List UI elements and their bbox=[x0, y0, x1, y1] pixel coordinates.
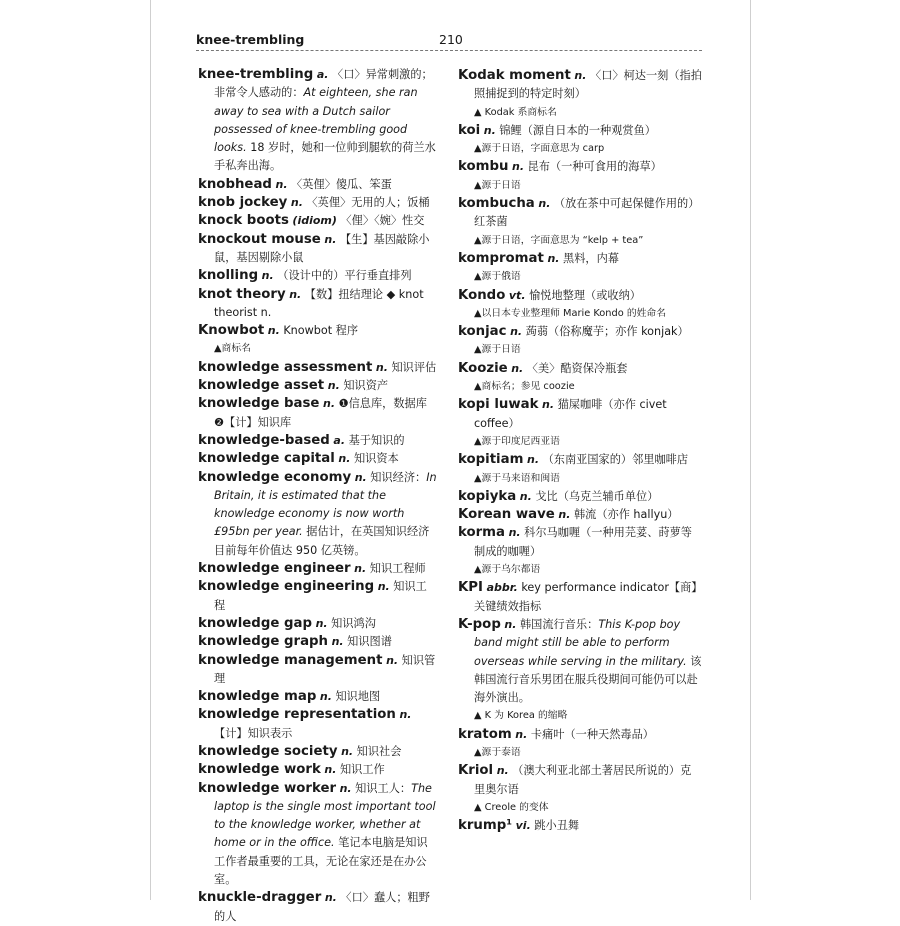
dictionary-entry bbox=[458, 122, 702, 140]
part-of-speech: n. bbox=[339, 781, 352, 795]
part-of-speech: n. bbox=[510, 325, 523, 339]
definition: 【计】知识表示 bbox=[214, 726, 293, 740]
definition: 知识经济： bbox=[370, 470, 427, 484]
headword: knowledge-based bbox=[198, 432, 330, 448]
definition: 知识鸿沟 bbox=[331, 616, 376, 630]
definition: 知识工人： bbox=[355, 781, 412, 795]
definition: 〈口〉柯达一刻（指拍照捕捉到的特定时刻） bbox=[474, 69, 702, 101]
etymology-note: ▲源于泰语 bbox=[474, 746, 521, 758]
headword: knowledge asset bbox=[198, 378, 325, 394]
definition: （设计中的）平行垂直排列 bbox=[277, 269, 412, 283]
dictionary-entry bbox=[458, 323, 702, 341]
etymology-note: ▲商标名 bbox=[214, 343, 251, 355]
definition: 猫屎咖啡（亦作 civet coffee） bbox=[474, 398, 667, 430]
dictionary-entry bbox=[198, 432, 438, 450]
dictionary-entry bbox=[198, 176, 438, 194]
headword: knowledge capital bbox=[198, 451, 335, 467]
definition: 韩国流行音乐： bbox=[519, 617, 599, 631]
headword: korma bbox=[458, 525, 506, 541]
definition: 知识资产 bbox=[343, 379, 389, 393]
dictionary-entry bbox=[198, 359, 438, 377]
dictionary-entry bbox=[198, 377, 438, 395]
right-column bbox=[458, 67, 702, 835]
example-translation: 18 岁时，她和一位帅到腿软的荷兰水手私奔出海。 bbox=[214, 141, 436, 173]
definition: key performance indicator【商】关键绩效指标 bbox=[474, 581, 697, 613]
headword: K-pop bbox=[458, 616, 501, 632]
part-of-speech: n. bbox=[327, 379, 340, 393]
dictionary-entry bbox=[458, 67, 702, 104]
dictionary-entry bbox=[198, 469, 438, 560]
part-of-speech: a. bbox=[333, 433, 345, 447]
dictionary-entry bbox=[458, 396, 702, 433]
headword: knobhead bbox=[198, 176, 272, 192]
definition: 〈英俚〉无用的人；饭桶 bbox=[306, 196, 430, 210]
dictionary-entry bbox=[458, 360, 702, 378]
part-of-speech: n. bbox=[511, 361, 524, 375]
headword: knowledge graph bbox=[198, 634, 329, 650]
definition: 蒟蒻（俗称魔芋；亦作 konjak） bbox=[525, 325, 689, 339]
part-of-speech: n. bbox=[290, 196, 303, 210]
etymology-note: ▲源于日语 bbox=[474, 179, 521, 191]
part-of-speech: n. bbox=[542, 398, 555, 412]
part-of-speech: n. bbox=[275, 177, 288, 191]
definition: （东南亚国家的）邻里咖啡店 bbox=[542, 453, 689, 467]
part-of-speech: (idiom) bbox=[292, 214, 337, 228]
dictionary-entry bbox=[458, 726, 702, 744]
definition: 知识地图 bbox=[335, 690, 381, 704]
part-of-speech: n. bbox=[547, 251, 560, 265]
dictionary-entry bbox=[198, 66, 438, 176]
etymology-note: ▲源于印度尼西亚语 bbox=[474, 435, 560, 447]
headword: Korean wave bbox=[458, 507, 555, 523]
dictionary-entry bbox=[198, 267, 438, 285]
part-of-speech: n. bbox=[496, 764, 509, 778]
part-of-speech: a. bbox=[316, 68, 329, 81]
definition: 昆布（一种可食用的海草） bbox=[527, 160, 662, 174]
part-of-speech: n. bbox=[483, 123, 496, 137]
header-divider bbox=[196, 50, 702, 51]
headword: KPI bbox=[458, 580, 483, 596]
part-of-speech: abbr. bbox=[486, 581, 518, 595]
definition: 知识图谱 bbox=[347, 635, 392, 649]
dictionary-entry bbox=[198, 706, 438, 743]
dictionary-entry bbox=[458, 616, 702, 707]
definition: 知识社会 bbox=[356, 744, 402, 758]
example-sentence: This K-pop boy band might still be able to perform overseas while serving in the military. bbox=[474, 617, 687, 668]
definition: 卡痛叶（一种天然毒品） bbox=[530, 727, 654, 741]
dictionary-entry bbox=[458, 579, 702, 616]
etymology-note: ▲ Creole 的变体 bbox=[474, 801, 549, 813]
definition: 知识评估 bbox=[391, 360, 437, 374]
part-of-speech: n. bbox=[354, 470, 367, 484]
dictionary-entry bbox=[458, 488, 702, 506]
dictionary-entry bbox=[458, 817, 702, 835]
dictionary-entry bbox=[198, 633, 438, 651]
dictionary-entry bbox=[458, 506, 702, 524]
definition: 愉悦地整理（或收纳） bbox=[529, 288, 641, 302]
part-of-speech: n. bbox=[324, 891, 337, 905]
headword: kopitiam bbox=[458, 452, 524, 468]
dictionary-entry bbox=[458, 287, 702, 305]
etymology-note: ▲ K 为 Korea 的缩略 bbox=[474, 710, 568, 722]
headword: knolling bbox=[198, 268, 259, 284]
part-of-speech: n. bbox=[386, 653, 399, 667]
example-translation: 该韩国流行音乐男团在服兵役期间可能仍可以赴海外演出。 bbox=[474, 654, 702, 705]
headword: knowledge base bbox=[198, 396, 320, 412]
dictionary-entry bbox=[198, 322, 438, 340]
headword: krump¹ bbox=[458, 818, 513, 834]
part-of-speech: n. bbox=[508, 526, 521, 540]
etymology-note: ▲源于乌尔都语 bbox=[474, 564, 541, 576]
definition: 跳小丑舞 bbox=[534, 819, 580, 833]
example-translation: 据估计，在英国知识经济目前每年价值达 950 亿英镑。 bbox=[214, 525, 430, 557]
definition: 知识工程师 bbox=[369, 562, 426, 576]
part-of-speech: n. bbox=[354, 562, 367, 576]
headword: knockout mouse bbox=[198, 231, 321, 247]
part-of-speech: n. bbox=[512, 160, 525, 174]
headword: knowledge economy bbox=[198, 469, 352, 485]
etymology-note: ▲源于日语，字面意思为 “kelp + tea” bbox=[474, 234, 644, 246]
headword: konjac bbox=[458, 324, 507, 340]
definition: 〈英俚〉傻瓜、笨蛋 bbox=[291, 177, 392, 191]
headword: Kondo bbox=[458, 287, 506, 303]
headword: knowledge gap bbox=[198, 615, 312, 631]
page-number: 210 bbox=[439, 32, 463, 47]
headword: knowledge management bbox=[198, 652, 383, 668]
part-of-speech: n. bbox=[261, 269, 274, 283]
part-of-speech: n. bbox=[315, 616, 328, 630]
part-of-speech: n. bbox=[377, 580, 390, 594]
definition: 〈口〉蠢人；粗野的人 bbox=[214, 891, 430, 923]
headword: kombu bbox=[458, 159, 509, 175]
part-of-speech: n. bbox=[331, 635, 344, 649]
headword: kratom bbox=[458, 726, 512, 742]
definition: 【数】扭结理论 ◆ knot theorist n. bbox=[214, 287, 424, 319]
part-of-speech: n. bbox=[399, 708, 412, 722]
part-of-speech: n. bbox=[289, 287, 302, 301]
part-of-speech: vi. bbox=[515, 819, 531, 833]
definition: 黑料，内幕 bbox=[563, 251, 619, 265]
part-of-speech: n. bbox=[558, 508, 571, 522]
definition: 锦鲤（源自日本的一种观赏鱼） bbox=[499, 123, 656, 137]
definition: （放在茶中可起保健作用的）红茶菌 bbox=[474, 197, 700, 229]
dictionary-entry bbox=[458, 524, 702, 561]
dictionary-entry bbox=[198, 761, 438, 779]
dictionary-entry bbox=[198, 212, 438, 230]
part-of-speech: n. bbox=[322, 397, 335, 411]
dictionary-entry bbox=[198, 688, 438, 706]
definition: 基于知识的 bbox=[348, 433, 405, 447]
dictionary-entry bbox=[198, 395, 438, 432]
definition: 〈口〉异常刺激的；非常令人感动的： bbox=[214, 68, 433, 100]
dictionary-entry bbox=[458, 158, 702, 176]
definition: 〈美〉酷资保冷瓶套 bbox=[526, 361, 628, 375]
headword: knowledge society bbox=[198, 743, 338, 759]
headword: knowledge worker bbox=[198, 780, 337, 796]
left-column bbox=[198, 66, 438, 926]
headword: Kriol bbox=[458, 763, 494, 779]
part-of-speech: n. bbox=[341, 744, 354, 758]
dictionary-entry bbox=[458, 762, 702, 799]
definition: Knowbot 程序 bbox=[283, 324, 359, 338]
definition: 知识资本 bbox=[353, 452, 399, 466]
dictionary-entry bbox=[458, 451, 702, 469]
dictionary-entry bbox=[198, 194, 438, 212]
part-of-speech: n. bbox=[324, 763, 337, 777]
headword: knuckle-dragger bbox=[198, 890, 322, 906]
headword: knock boots bbox=[198, 213, 289, 229]
definition: 知识工程 bbox=[214, 580, 427, 612]
headword: kompromat bbox=[458, 250, 544, 266]
part-of-speech: vt. bbox=[508, 288, 526, 302]
dictionary-entry bbox=[198, 560, 438, 578]
definition: 知识管理 bbox=[214, 653, 436, 685]
etymology-note: ▲源于马来语和闽语 bbox=[474, 472, 560, 484]
headword: knob jockey bbox=[198, 195, 288, 211]
part-of-speech: n. bbox=[574, 69, 587, 82]
headword: Knowbot bbox=[198, 323, 265, 339]
definition: 科尔马咖喱（一种用芫荽、莳萝等制成的咖喱） bbox=[474, 526, 692, 558]
headword: knowledge engineering bbox=[198, 579, 375, 595]
definition: 戈比（乌克兰辅币单位） bbox=[535, 489, 659, 503]
dictionary-entry bbox=[198, 615, 438, 633]
headword: knowledge engineer bbox=[198, 561, 351, 577]
part-of-speech: n. bbox=[338, 452, 351, 466]
headword: knee-trembling bbox=[198, 67, 314, 82]
definition: 〈俚〉〈婉〉性交 bbox=[340, 214, 425, 228]
dictionary-entry bbox=[198, 450, 438, 468]
dictionary-entry bbox=[198, 231, 438, 268]
headword: Koozie bbox=[458, 360, 508, 376]
etymology-note: ▲源于俄语 bbox=[474, 271, 521, 283]
part-of-speech: n. bbox=[527, 453, 540, 467]
dictionary-entry bbox=[198, 286, 438, 323]
etymology-note: ▲源于日语 bbox=[474, 344, 521, 356]
part-of-speech: n. bbox=[324, 232, 337, 246]
headword: knowledge assessment bbox=[198, 359, 373, 375]
headword: kopi luwak bbox=[458, 397, 539, 413]
headword: Kodak moment bbox=[458, 68, 571, 83]
dictionary-entry bbox=[198, 743, 438, 761]
dictionary-entry bbox=[458, 195, 702, 232]
etymology-note: ▲商标名；参见 coozie bbox=[474, 381, 575, 393]
example-sentence: In Britain, it is estimated that the knowledge economy is now worth £95bn per year. bbox=[214, 470, 437, 539]
definition: ❶信息库，数据库 ❷【计】知识库 bbox=[214, 397, 427, 429]
etymology-note: ▲以日本专业整理师 Marie Kondo 的姓命名 bbox=[474, 307, 667, 319]
dictionary-entry bbox=[458, 250, 702, 268]
dictionary-entry bbox=[198, 780, 438, 890]
definition: （澳大利亚北部土著居民所说的）克里奥尔语 bbox=[474, 764, 692, 796]
part-of-speech: n. bbox=[538, 197, 551, 211]
etymology-note: ▲源于日语，字面意思为 carp bbox=[474, 143, 605, 155]
headword: knowledge map bbox=[198, 689, 317, 705]
dictionary-entry bbox=[198, 889, 438, 926]
dictionary-entry bbox=[198, 652, 438, 689]
part-of-speech: n. bbox=[267, 324, 280, 338]
headword: kopiyka bbox=[458, 488, 517, 504]
part-of-speech: n. bbox=[319, 690, 332, 704]
etymology-note: ▲ Kodak 系商标名 bbox=[474, 106, 557, 118]
definition: 知识工作 bbox=[339, 763, 385, 777]
definition: 【生】基因敲除小鼠，基因剔除小鼠 bbox=[214, 232, 430, 264]
headword: kombucha bbox=[458, 196, 535, 212]
running-head: knee-trembling bbox=[196, 32, 305, 47]
headword: knowledge representation bbox=[198, 707, 396, 723]
headword: koi bbox=[458, 122, 481, 138]
part-of-speech: n. bbox=[515, 727, 528, 741]
part-of-speech: n. bbox=[375, 360, 388, 374]
headword: knowledge work bbox=[198, 762, 321, 778]
part-of-speech: n. bbox=[519, 489, 532, 503]
definition: 韩流（亦作 hallyu） bbox=[573, 508, 679, 522]
dictionary-entry bbox=[198, 578, 438, 615]
part-of-speech: n. bbox=[504, 617, 517, 631]
example-translation: 笔记本电脑是知识工作者最重要的工具，无论在家还是在办公室。 bbox=[214, 836, 428, 887]
example-sentence: At eighteen, she ran away to sea with a Dutch sailor possessed of knee-trembling good looks. bbox=[214, 86, 418, 155]
example-sentence: The laptop is the single most important tool to the knowledge worker, whether at home or in the office. bbox=[214, 781, 436, 850]
headword: knot theory bbox=[198, 286, 286, 302]
